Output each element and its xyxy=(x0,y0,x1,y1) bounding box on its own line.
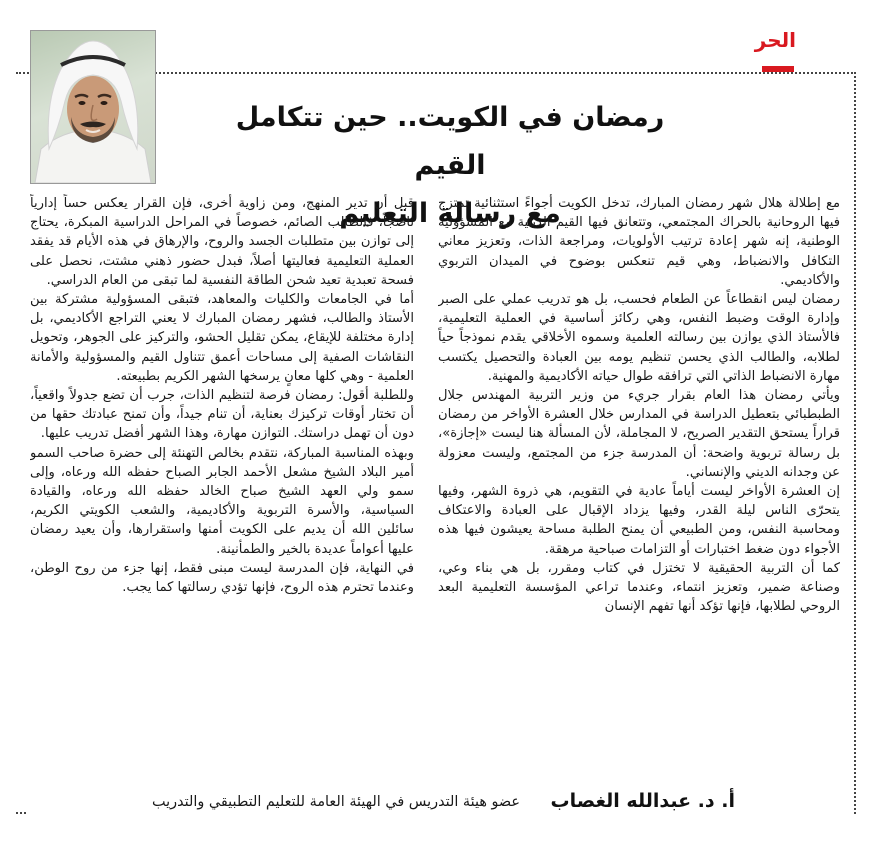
author-portrait-drawing xyxy=(31,31,155,183)
headline-line-2: مع رسالة التعليم xyxy=(339,198,561,229)
frame-right-border xyxy=(854,72,856,814)
paragraph: إن العشرة الأواخر ليست أياماً عادية في التقويم، هي ذروة الشهر، وفيها يتحرّى الناس ليلة القدر، وفيها يزداد الإقبال على العبادة والاعتكاف ومحاسبة النفس، ومن الطبيعي أن يمنح الطلبة مساحة يعيشون فيها هذه الأجواء دون ضغط اختبارات أو التزامات صباحية مرهقة. xyxy=(438,484,840,557)
article-column-left xyxy=(30,194,414,784)
paragraph: وللطلبة أقول: رمضان فرصة لتنظيم الذات، جرب أن تضع جدولاً واقعياً، أن تختار أوقات تركيزك بعناية، أن تنام جيداً، وأن تمنح عبادتك حقها من دون أن تهمل دراستك. التوازن مهارة، وهذا الشهر أفضل تدريب عليها. xyxy=(30,388,414,442)
section-accent-bar xyxy=(762,66,794,72)
author-portrait-icon xyxy=(30,30,156,184)
headline-line-1: رمضان في الكويت.. حين تتكامل القيم xyxy=(235,102,665,181)
frame-bottom-border xyxy=(16,812,26,814)
author-title: عضو هيئة التدريس في الهيئة العامة للتعليم التطبيقي والتدريب xyxy=(151,794,520,810)
paragraph: في النهاية، فإن المدرسة ليست مبنى فقط، إنها جزء من روح الوطن، وعندما تحترم هذه الروح، فإنها تؤدي رسالتها كما يجب. xyxy=(30,560,414,596)
paragraph: مع إطلالة هلال شهر رمضان المبارك، تدخل الكويت أجواءً استثنائية تمتزج فيها الروحانية بالحراك المجتمعي، وتتعانق فيها القيم الدينية مع المسؤولية الوطنية، إنه شهر إعادة ترتيب الأولويات، ومراجعة الذات، وتعزيز معاني التكافل والانضباط، وهي قيم تنعكس بوضوح في الميدان التربوي والأكاديمي. xyxy=(438,196,840,288)
article-column-right xyxy=(438,194,840,784)
paragraph: أما في الجامعات والكليات والمعاهد، فتبقى المسؤولية مشتركة بين الأستاذ والطالب، فشهر رمضان المبارك لا يعني التراجع الأكاديمي، بل إدارة مختلفة للإيقاع، يمكن تقليل الحشو، والتركيز على الجوهر، وتحويل النقاشات الصفية إلى مساحات أعمق تتناول القيم والمسؤولية والأمانة العلمية - وهي كلها معانٍ يرسخها الشهر الكريم بطبيعته. xyxy=(30,292,414,384)
paragraph: ويأتي رمضان هذا العام بقرار جريء من وزير التربية المهندس جلال الطبطبائي بتعطيل الدراسة في المدارس خلال العشرة الأواخر من رمضان قراراً يستحق التقدير الصريح، لا المجاملة، لأن المسألة هنا ليست «إجازة»، بل رسالة تربوية واضحة: أن المدرسة جزء من المجتمع، وليست معزولة عن وجدانه الديني والإنساني. xyxy=(438,388,840,480)
paragraph: رمضان ليس انقطاعاً عن الطعام فحسب، بل هو تدريب عملي على الصبر وإدارة الوقت وضبط النفس، وهي ركائز أساسية في العملية التعليمية، فالأستاذ الذي يوازن بين رسالته العلمية وسموه الأخلاقي يقدم نموذجاً حياً لطلابه، والطالب الذي يحسن تنظيم يومه بين العبادة والتحصيل يكتسب مهارة الانضباط الذاتي التي ترافقه طوال حياته الأكاديمية والمهنية. xyxy=(438,292,840,384)
section-label: الحر xyxy=(754,28,796,52)
paragraph: قبل أن تدير المنهج، ومن زاوية أخرى، فإن القرار يعكس حساً إدارياً ناضجاً، فالطالب الصائم، خصوصاً في المراحل الدراسية المبكرة، يحتاج إلى توازن بين متطلبات الجسد والروح، والإرهاق في هذه الأيام قد يفقد العملية التعليمية فعاليتها أصلاً، فبدل حضور ذهني مشتت، نحصل على فسحة تعبدية تعيد شحن الطاقة النفسية لما تبقى من العام الدراسي. xyxy=(30,196,414,288)
paragraph: وبهذه المناسبة المباركة، نتقدم بخالص التهنئة إلى حضرة صاحب السمو أمير البلاد الشيخ مشعل الأحمد الجابر الصباح حفظه الله ورعاه، وإلى سمو ولي العهد الشيخ صباح الخالد حفظه الله ورعاه، والقيادة السياسية، والأسرة التربوية والأكاديمية، والشعب الكويتي الكريم، سائلين الله أن يديم على الكويت أمنها واستقرارها، وأن يعيد رمضان عليها أعواماً عديدة بالخير والطمأنينة. xyxy=(30,445,414,557)
author-name: أ. د. عبدالله الغصاب xyxy=(550,790,735,812)
paragraph: كما أن التربية الحقيقية لا تختزل في كتاب ومقرر، بل هي بناء وعي، وصناعة ضمير، وتعزيز انتماء، وعندما تراعي المؤسسة التعليمية البعد الروحي لطلابها، فإنها تؤكد أنها تفهم الإنسان xyxy=(438,560,840,615)
